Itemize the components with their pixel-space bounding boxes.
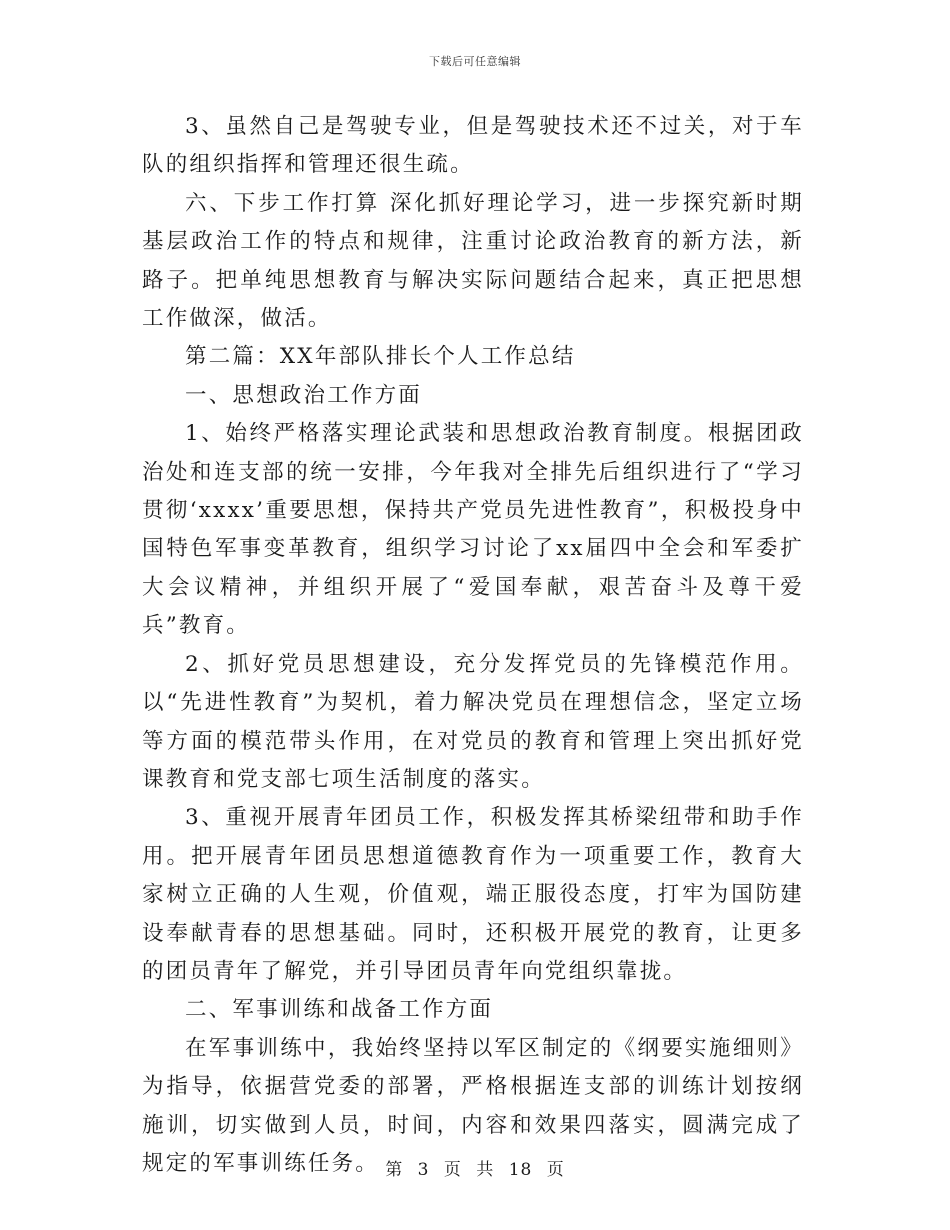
paragraph-political-1: 1、始终严格落实理论武装和思想政治教育制度。根据团政治处和连支部的统一安排，今年我对全排先后组织进行了“学习贯彻‘xxxx’重要思想，保持共产党员先进性教育”，积极投身中国特色军事变革教育，组织学习讨论了xx届四中全会和军委扩大会议精神，并组织开展了“爱国奉献，艰苦奋斗及尊干爱兵”教育。 — [142, 421, 804, 639]
footer-total-word: 共 — [476, 1160, 495, 1180]
paragraph-political-2: 2、抓好党员思想建设，充分发挥党员的先锋模范作用。以“先进性教育”为契机，着力解决党员在理想信念，坚定立场等方面的模范带头作用，在对党员的教育和管理上突出抓好党课教育和党支部七项生活制度的落实。 — [142, 651, 804, 792]
section-title-part-two: 第二篇：XX年部队排长个人工作总结 — [185, 344, 576, 370]
paragraph-next-step-plan: 六、下步工作打算 深化抓好理论学习，进一步探究新时期基层政治工作的特点和规律，注重讨论政治教育的新方法，新路子。把单纯思想教育与解决实际问题结合起来，真正把思想工作做深，做活。 — [142, 190, 804, 332]
document-body — [142, 108, 804, 1183]
page-footer — [0, 1155, 950, 1180]
page-header: 下载后可任意编辑 — [429, 55, 521, 68]
footer-current-page: 3 — [417, 1160, 430, 1180]
paragraph-political-3: 3、重视开展青年团员工作，积极发挥其桥梁纽带和助手作用。把开展青年团员思想道德教育作为一项重要工作，教育大家树立正确的人生观，价值观，端正服役态度，打牢为国防建设奉献青春的思想基础。同时，还积极开展党的教育，让更多的团员青年了解党，并引导团员青年向党组织靠拢。 — [142, 805, 804, 984]
footer-prefix: 第 — [385, 1160, 404, 1180]
footer-suffix: 页 — [546, 1160, 565, 1180]
paragraph-military-training: 在军事训练中，我始终坚持以军区制定的《纲要实施细则》为指导，依据营党委的部署，严格根据连支部的训练计划按纲施训，切实做到人员，时间，内容和效果四落实，圆满完成了规定的军事训练任务。 — [142, 1035, 804, 1176]
footer-total-pages: 18 — [508, 1160, 533, 1180]
paragraph-point-3-driving: 3、虽然自己是驾驶专业，但是驾驶技术还不过关，对于车队的组织指挥和管理还很生疏。 — [142, 114, 804, 178]
heading-military-training: 二、军事训练和战备工作方面 — [185, 997, 494, 1023]
footer-page-word: 页 — [443, 1160, 462, 1180]
heading-political-work: 一、思想政治工作方面 — [185, 382, 423, 408]
